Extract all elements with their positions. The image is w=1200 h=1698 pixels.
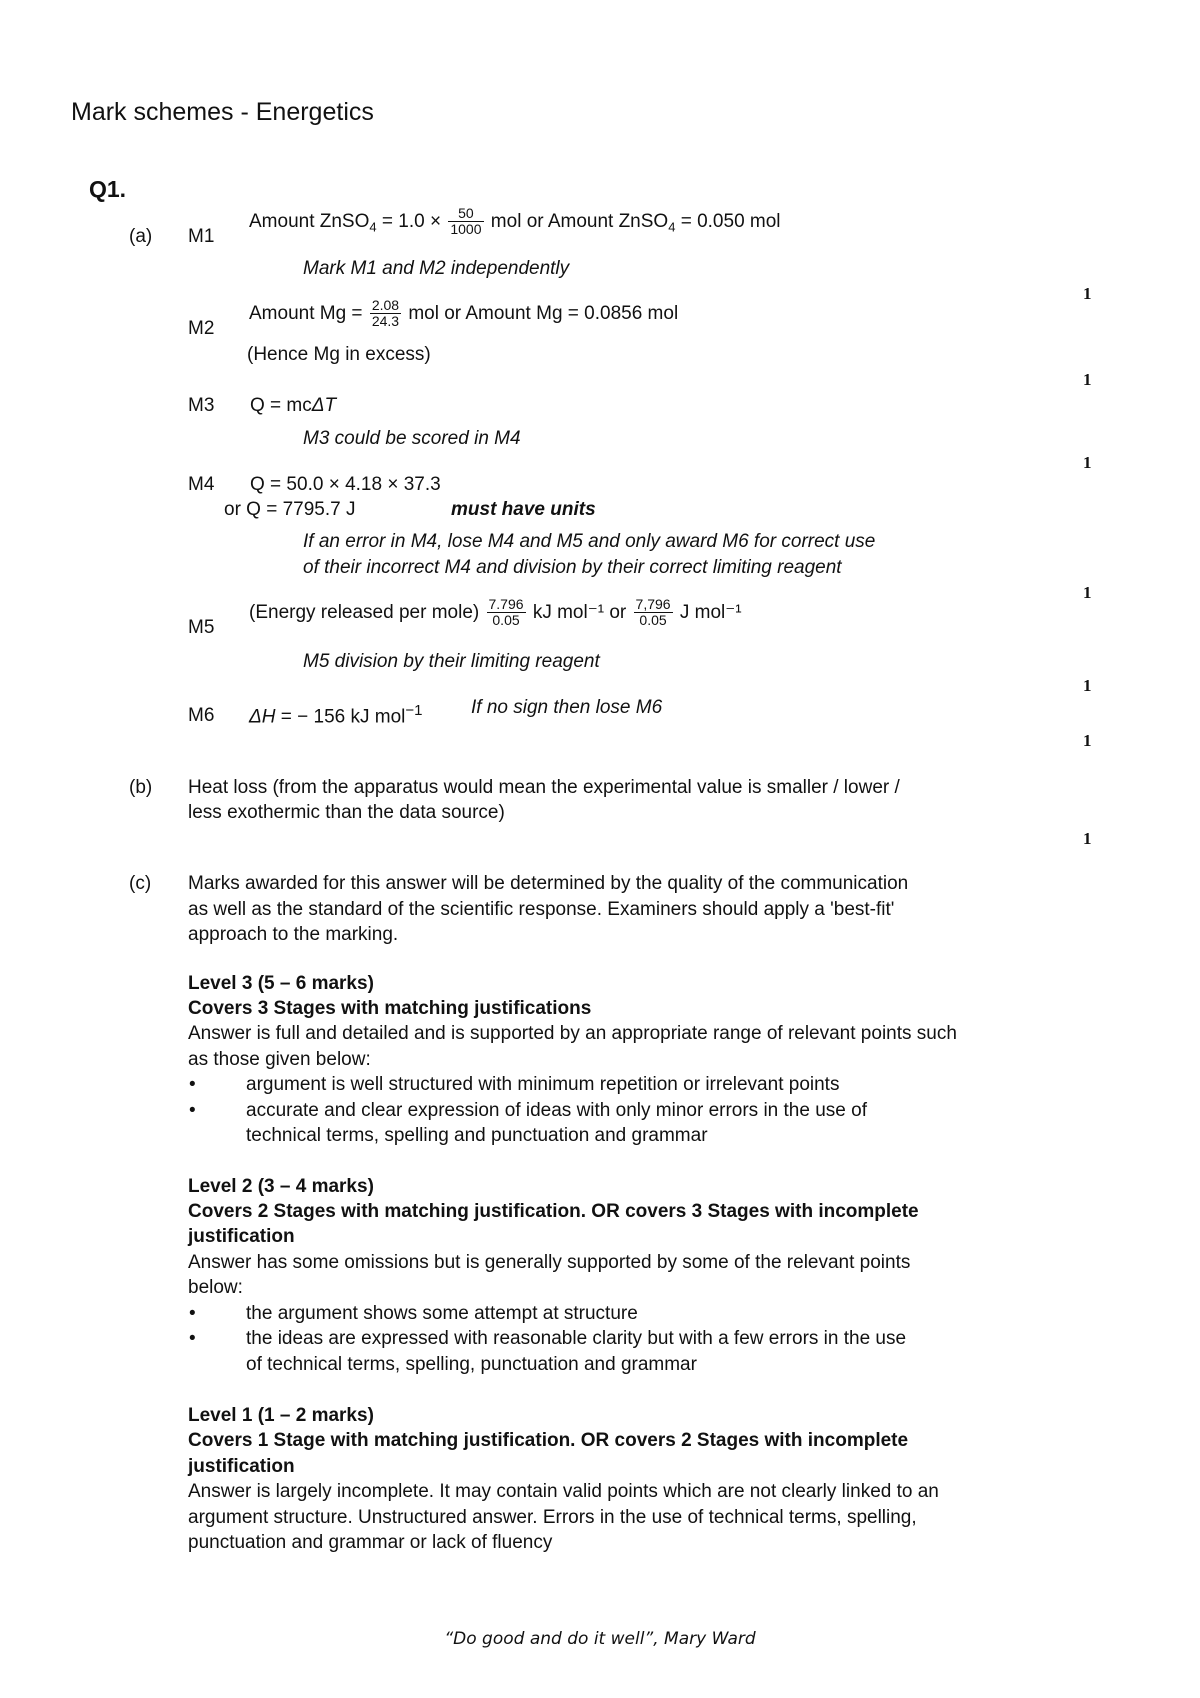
question-number: Q1. bbox=[89, 176, 127, 202]
m1-sub: 4 bbox=[369, 219, 377, 235]
m6-label: M6 bbox=[188, 705, 215, 726]
m1-text-eq: = 1.0 × bbox=[376, 210, 447, 232]
m3-text-main: Q = mc bbox=[250, 395, 312, 416]
m1-text-end: = 0.050 mol bbox=[675, 210, 781, 232]
m4-line2: or Q = 7795.7 J bbox=[224, 499, 356, 520]
m5-text bbox=[249, 597, 742, 629]
m4-note-line2: of their incorrect M4 and division by their correct limiting reagent bbox=[303, 557, 842, 578]
part-b-line1: Heat loss (from the apparatus would mean the experimental value is smaller / lower / bbox=[188, 777, 900, 798]
m4-note-line1: If an error in M4, lose M4 and M5 and only award M6 for correct use bbox=[303, 531, 876, 552]
level2-subheading-1: Covers 2 Stages with matching justification. OR covers 3 Stages with incomplete bbox=[188, 1201, 919, 1222]
level2-heading: Level 2 (3 – 4 marks) bbox=[188, 1176, 374, 1197]
m2-label: M2 bbox=[188, 318, 215, 339]
part-c-intro-1: Marks awarded for this answer will be determined by the quality of the communication bbox=[188, 873, 909, 894]
level2-subheading-2: justification bbox=[188, 1226, 295, 1247]
level2-bullet-2a: the ideas are expressed with reasonable clarity but with a few errors in the use bbox=[246, 1328, 907, 1349]
m1-text bbox=[249, 206, 781, 238]
part-b-label: (b) bbox=[129, 777, 153, 798]
m2-fraction bbox=[370, 298, 401, 330]
part-c-intro-2: as well as the standard of the scientific response. Examiners should apply a 'best-fit' bbox=[188, 899, 895, 920]
level1-heading: Level 1 (1 – 2 marks) bbox=[188, 1405, 374, 1426]
m1-sub2: 4 bbox=[668, 219, 676, 235]
m5-frac2-num: 7,796 bbox=[635, 596, 671, 612]
m1-text-after: mol or Amount ZnSO bbox=[485, 210, 669, 232]
level1-text-3: punctuation and grammar or lack of fluency bbox=[188, 1532, 553, 1553]
m1-frac-den: 1000 bbox=[450, 221, 482, 238]
m5-label: M5 bbox=[188, 617, 215, 638]
m6-dh: ΔH bbox=[249, 706, 276, 728]
m6-text bbox=[249, 702, 422, 729]
level3-heading: Level 3 (5 – 6 marks) bbox=[188, 973, 374, 994]
mark-2: 1 bbox=[1083, 370, 1092, 389]
mark-1: 1 bbox=[1083, 284, 1092, 303]
m1-note: Mark M1 and M2 independently bbox=[303, 258, 570, 279]
level1-text-1: Answer is largely incomplete. It may contain valid points which are not clearly linked to an bbox=[188, 1481, 939, 1502]
m4-units-note: must have units bbox=[451, 499, 596, 520]
level2-bullet-1-dot: • bbox=[189, 1303, 196, 1324]
m5-note: M5 division by their limiting reagent bbox=[303, 651, 600, 672]
level3-bullet-2a: accurate and clear expression of ideas with only minor errors in the use of bbox=[246, 1100, 867, 1121]
level3-bullet-1: argument is well structured with minimum repetition or irrelevant points bbox=[246, 1074, 840, 1095]
m2-frac-num: 2.08 bbox=[371, 297, 400, 313]
level1-text-2: argument structure. Unstructured answer. Errors in the use of technical terms, spelling, bbox=[188, 1507, 917, 1528]
part-c-label: (c) bbox=[129, 873, 152, 894]
mark-5: 1 bbox=[1083, 676, 1092, 695]
m2-text bbox=[249, 298, 678, 330]
level2-bullet-2-dot: • bbox=[189, 1328, 196, 1349]
m5-fraction bbox=[487, 597, 526, 629]
level3-subheading: Covers 3 Stages with matching justifications bbox=[188, 998, 592, 1019]
m3-label: M3 bbox=[188, 395, 215, 416]
m4-text: Q = 50.0 × 4.18 × 37.3 bbox=[250, 474, 441, 495]
level2-bullet-1: the argument shows some attempt at structure bbox=[246, 1303, 638, 1324]
level1-subheading-2: justification bbox=[188, 1456, 295, 1477]
m2-text-after: mol or Amount Mg = 0.0856 mol bbox=[403, 302, 679, 324]
m5-text-after: J mol⁻¹ bbox=[674, 601, 742, 623]
m6-text-main: = − 156 kJ mol bbox=[275, 706, 406, 728]
m1-fraction bbox=[448, 206, 483, 238]
m5-fraction-2 bbox=[634, 597, 673, 629]
m3-delta-t: ΔT bbox=[311, 395, 337, 416]
part-a-label: (a) bbox=[129, 226, 153, 247]
m5-frac-den: 0.05 bbox=[487, 612, 526, 628]
m5-frac2-den: 0.05 bbox=[634, 612, 673, 628]
mark-3: 1 bbox=[1083, 453, 1092, 472]
level1-subheading-1: Covers 1 Stage with matching justification. OR covers 2 Stages with incomplete bbox=[188, 1430, 909, 1451]
m2-line2: (Hence Mg in excess) bbox=[247, 344, 431, 365]
m2-frac-den: 24.3 bbox=[371, 313, 400, 330]
level2-text-2: below: bbox=[188, 1277, 243, 1298]
m5-text-before: (Energy released per mole) bbox=[249, 601, 485, 623]
m3-text bbox=[250, 395, 336, 418]
m1-label: M1 bbox=[188, 226, 215, 247]
level3-bullet-2-dot: • bbox=[189, 1100, 196, 1121]
level3-text-2: as those given below: bbox=[188, 1049, 371, 1070]
m6-sup: −1 bbox=[405, 702, 423, 719]
part-c-intro-3: approach to the marking. bbox=[188, 924, 399, 945]
page-title: Mark schemes - Energetics bbox=[71, 98, 374, 126]
level2-bullet-2b: of technical terms, spelling, punctuation and grammar bbox=[246, 1354, 697, 1375]
m2-text-before: Amount Mg = bbox=[249, 302, 368, 324]
m4-label: M4 bbox=[188, 474, 215, 495]
m1-text-before: Amount ZnSO bbox=[249, 210, 370, 232]
mark-7: 1 bbox=[1083, 829, 1092, 848]
level2-text-1: Answer has some omissions but is generally supported by some of the relevant points bbox=[188, 1252, 911, 1273]
m3-note: M3 could be scored in M4 bbox=[303, 428, 521, 449]
level3-bullet-1-dot: • bbox=[189, 1074, 196, 1095]
level3-text-1: Answer is full and detailed and is supported by an appropriate range of relevant points such bbox=[188, 1023, 957, 1044]
m6-note: If no sign then lose M6 bbox=[471, 697, 663, 718]
part-b-line2: less exothermic than the data source) bbox=[188, 802, 505, 823]
footer-quote: “Do good and do it well”, Mary Ward bbox=[444, 1629, 756, 1649]
m5-frac-num: 7.796 bbox=[488, 596, 524, 612]
level3-bullet-2b: technical terms, spelling and punctuation and grammar bbox=[246, 1125, 708, 1146]
mark-6: 1 bbox=[1083, 731, 1092, 750]
m5-text-mid: kJ mol⁻¹ or bbox=[527, 601, 632, 623]
m1-frac-num: 50 bbox=[458, 205, 474, 221]
mark-4: 1 bbox=[1083, 583, 1092, 602]
